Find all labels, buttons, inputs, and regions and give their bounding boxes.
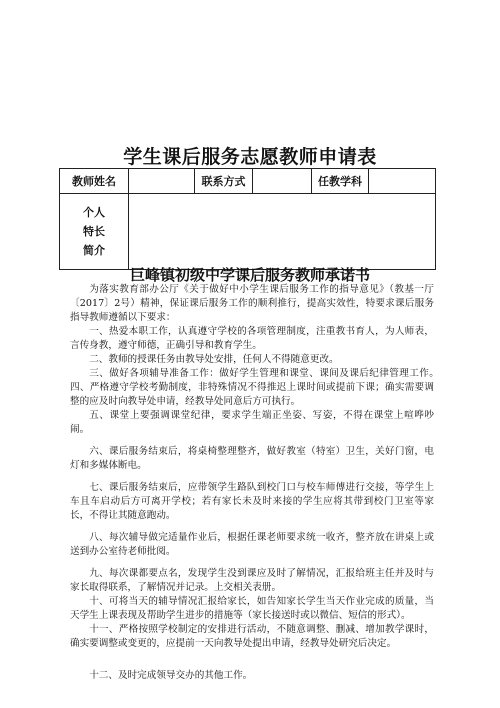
specialty-label xyxy=(60,194,129,270)
pledge-body xyxy=(70,283,454,683)
pledge-intro: 为落实教育部办公厅《关于做好中小学生课后服务工作的指导意见》（教基一厅〔2017〕2号）精神，保证课后服务工作的顺利推行，提高实效性，特要求课后服务指导教师遵循以下要求： xyxy=(70,284,434,323)
pledge-item-2: 二、教师的授课任务由教导处安排，任何人不得随意更改。 xyxy=(89,354,339,365)
pledge-item-11: 十一、严格按照学校制定的安排进行活动，不随意调整、删减、增加教学课时，确实要调整或变更的，应提前一天向教导处提出申请，经教导处研究后决定。 xyxy=(70,624,434,649)
pledge-item-10: 十、可将当天的辅导情况汇报给家长，如告知家长学生当天作业完成的质量，当天学生上课表现及帮助学生进步的措施等（家长接送时或以微信、短信的形式）。 xyxy=(70,596,434,621)
subject-field[interactable] xyxy=(369,169,436,194)
pledge-item-3-4: 三、做好各项辅导准备工作：做好学生管理和课堂、课间及课后纪律管理工作。 四、严格遵守学校考勤制度，非特殊情况不得推迟上课时间或提前下课；确实需要调整的应及时向教导处申请，经教导处同意后方可执行。 xyxy=(70,368,454,407)
form-row-specialty xyxy=(60,194,436,270)
contact-field[interactable] xyxy=(253,169,312,194)
pledge-title: 巨峰镇初级中学课后服务教师承诺书 xyxy=(129,266,370,284)
pledge-item-12: 十二、及时完成领导交办的其他工作。 xyxy=(89,670,253,681)
pledge-item-9: 九、每次课都要点名，发现学生没到课应及时了解情况，汇报给班主任并及时与家长取得联系，了解情况并记录。上交相关表册。 xyxy=(70,568,434,593)
pledge-item-8: 八、每次辅导做完适量作业后，根据任课老师要求统一收齐，整齐放在讲桌上或送到办公室待老师批阅。 xyxy=(70,532,434,557)
form-row-basic-info xyxy=(60,169,436,194)
specialty-field[interactable] xyxy=(129,194,436,270)
pledge-item-6: 六、课后服务结束后，将桌椅整理整齐，做好教室（特室）卫生，关好门窗，电灯和多媒体断电。 xyxy=(70,446,434,471)
specialty-label-line-2: 特长 xyxy=(83,225,105,238)
contact-label: 联系方式 xyxy=(195,169,253,194)
teacher-name-label: 教师姓名 xyxy=(60,169,129,194)
pledge-item-1: 一、热爱本职工作，认真遵守学校的各项管理制度，注重教书育人，为人师表，言传身教，遵守师德，正确引导和教育学生。 xyxy=(70,326,434,351)
application-form-table xyxy=(59,168,436,270)
subject-label: 任教学科 xyxy=(312,169,369,194)
specialty-label-line-1: 个人 xyxy=(83,206,105,219)
specialty-label-line-3: 简介 xyxy=(83,244,105,257)
pledge-item-5: 五、课堂上要强调课堂纪律，要求学生端正坐姿、写姿，不得在课堂上喧哗吵闹。 xyxy=(70,410,434,435)
pledge-item-7: 七、课后服务结束后，应带领学生路队到校门口与校车师傅进行交接，等学生上车且车启动后方可离开学校；若有家长未及时来接的学生应将其带到校门卫室等家长，不得让其随意跑动。 xyxy=(70,482,434,521)
teacher-name-field[interactable] xyxy=(129,169,195,194)
form-title: 学生课后服务志愿教师申请表 xyxy=(123,146,377,168)
